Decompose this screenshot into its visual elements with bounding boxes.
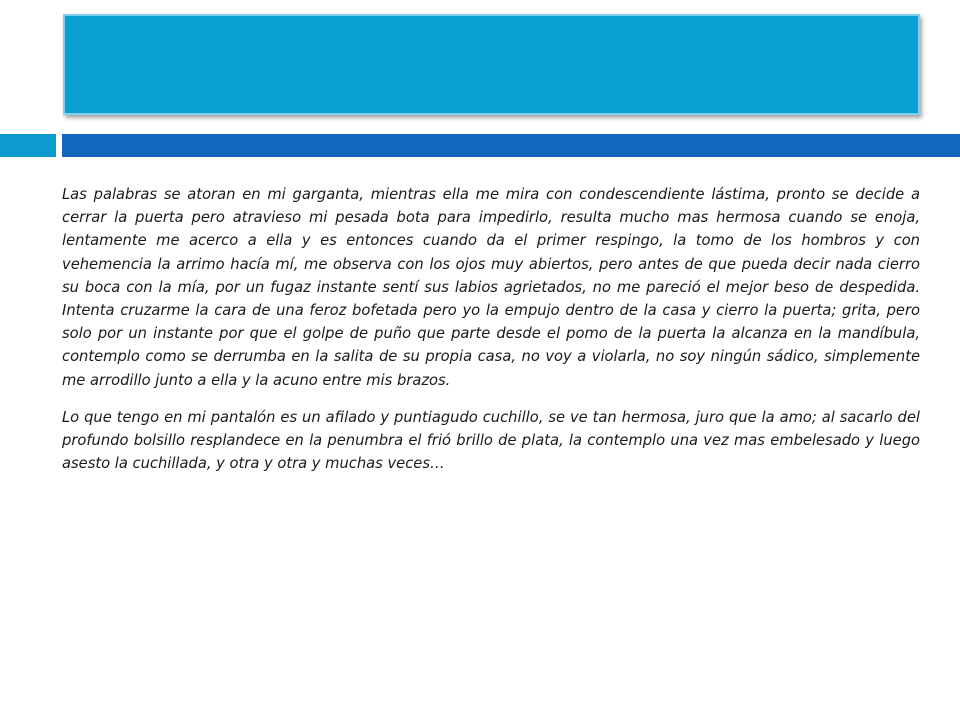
title-placeholder-box	[63, 14, 920, 115]
paragraph-2: Lo que tengo en mi pantalón es un afilado y puntiagudo cuchillo, se ve tan hermosa, juro que la amo; al sacarlo del profundo bolsillo resplandece en la penumbra el frió brillo de plata, la contemplo una vez mas embelesado y luego asesto la cuchillada, y otra y otra y muchas veces…	[62, 408, 920, 473]
accent-bar	[62, 134, 960, 157]
paragraph-1: Las palabras se atoran en mi garganta, mientras ella me mira con condescendiente lástima, pronto se decide a cerrar la puerta pero atravieso mi pesada bota para impedirlo, resulta mucho mas hermosa cuando se enoja, lentamente me acerco a ella y es entonces cuando da el primer respingo, la tomo de los hombros y con vehemencia la arrimo hacía mí, me observa con los ojos muy abiertos, pero antes de que pueda decir nada cierro su boca con la mía, por un fugaz instante sentí sus labios agrietados, no me pareció el mejor beso de despedida. Intenta cruzarme la cara de una feroz bofetada pero yo la empujo dentro de la casa y cierro la puerta; grita, pero solo por un instante por que el golpe de puño que parte desde el pomo de la puerta la alcanza en la mandíbula, contemplo como se derrumba en la salita de su propia casa, no voy a violarla, no soy ningún sádico, simplemente me arrodillo junto a ella y la acuno entre mis brazos.	[62, 186, 920, 389]
body-text	[62, 183, 920, 489]
accent-square	[0, 134, 56, 157]
